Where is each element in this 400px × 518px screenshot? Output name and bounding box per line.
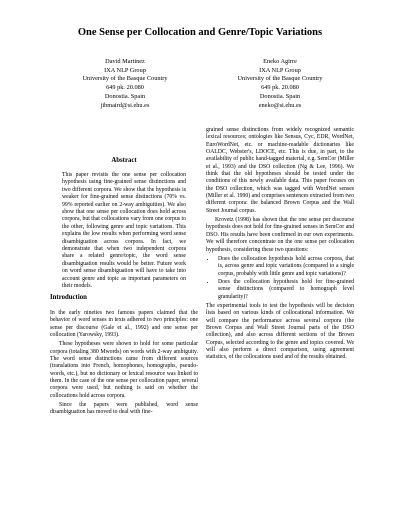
author-name: David Martinez	[105, 58, 145, 65]
intro-paragraph: These hypotheses were shown to hold for some particular corpora (totaling 380 Mwords) on words with 2-way ambiguity. The word sense distinctions came from different sources (translations into French, homophones, homographs, pseudo-words, etc.), but no dictionary or lexical resource was linked to them. In the case of the one sense per collocation paper, several corpora were used, but nothing is said on whether the collocations hold across corpora.	[50, 341, 198, 399]
body-paragraph: grained sense distinctions from widely recognized semantic lexical resources; ontologies like Sensus, Cyc, EDR, WordNet, EuroWordNet, etc. or machine-readable dictionaries like OALDC, Webster's, LDOCE, etc. This is due, in part, to the availability of public hand-tagged material, e.g. SemCor (Miller et al., 1993) and the DSO collection (Ng & Lee, 1996). We think that the old hypotheses should be tested under the conditions of this newly available data. This paper focuses on the DSO collection, which was tagged with WordNet senses (Miller et al. 1990) and comprises sentences extracted from two different corpora: the balanced Brown Corpus and the Wall Street Journal corpus.	[206, 127, 354, 214]
author-name: Eneko Agirre	[263, 58, 297, 65]
author-group: IXA NLP Group	[259, 66, 301, 74]
author-email: eneko@si.ehu.es	[258, 101, 302, 109]
abstract-text: This paper revisits the one sense per collocation hypothesis using fine-grained sense distinctions and two different corpora. We show that the hypothesis is weaker for fine-grained sense distinctions (70% vs. 99% reported earlier on 2-way ambiguities). We also show that one sense per collocation does hold across corpora, but that collocations vary from one corpus to the other, following genre and topic variations. This explains the low results when performing word sense disambiguation across corpora. In fact, we demonstrate that when two independent corpora share a related genre/topic, the word sense disambiguation results would be better. Future work on word sense disambiguation will have to take into account genre and topic as important parameters on their models.	[62, 172, 186, 290]
body-paragraph: The experimental tools to test the hypothesis will be decision lists based on various kinds of collocational information. We will compare the performance across several corpora (the Brown Corpus and Wall Street Journal parts of the DSO collection), and also across different sections of the Brown Corpus, selected according to the genre and topics covered. We will also perform a direct comparison, using agreement statistics, of the collocations used and of the results obtained.	[206, 302, 354, 361]
author-city: Donostia. Spain	[259, 92, 301, 100]
intro-paragraph: Since the papers were published, word sense disambiguation has moved to deal with fine-	[50, 402, 198, 416]
introduction-heading: Introduction	[50, 294, 87, 301]
author-city: Donostia. Spain	[104, 92, 146, 100]
author-address: 649 pk. 20.080	[261, 84, 299, 92]
author-block-1	[50, 58, 200, 110]
question-list	[206, 256, 354, 301]
question-item: • Does the collocation hypothesis hold across corpora, that is, across genre and topic variations (compared to a single corpus, probably with little genre and topic variations)?	[216, 256, 354, 278]
author-affiliation: University of the Basque Country	[237, 75, 323, 83]
introduction-body	[50, 310, 198, 419]
question-item: • Does the collocation hypothesis hold for fine-grained sense distinctions (compared to homograph level granularity)?	[216, 279, 354, 301]
body-paragraph: Krovetz (1998) has shown that the one sense per discourse hypothesis does not hold for fine-grained senses in SemCor and DSO. His results have been confirmed in our own experiments. We will therefore concentrate on the one sense per collocation hypothesis, considering these two questions:	[206, 217, 354, 253]
author-block-2	[205, 58, 355, 110]
right-column-body	[206, 127, 354, 364]
author-email: jibmaird@si.ehu.es	[100, 101, 150, 109]
intro-paragraph: In the early nineties two famous papers claimed that the behavior of word senses in texts adhered to two principles: one sense per discourse (Gale et al., 1992) and one sense per collocation (Yarowsky, 1993).	[50, 310, 198, 339]
author-address: 649 pk. 20.080	[106, 84, 144, 92]
author-affiliation: University of the Basque Country	[82, 75, 168, 83]
paper-title: One Sense per Collocation and Genre/Topic Variations	[77, 27, 323, 38]
author-group: IXA NLP Group	[104, 66, 146, 74]
abstract-heading: Abstract	[111, 157, 137, 164]
